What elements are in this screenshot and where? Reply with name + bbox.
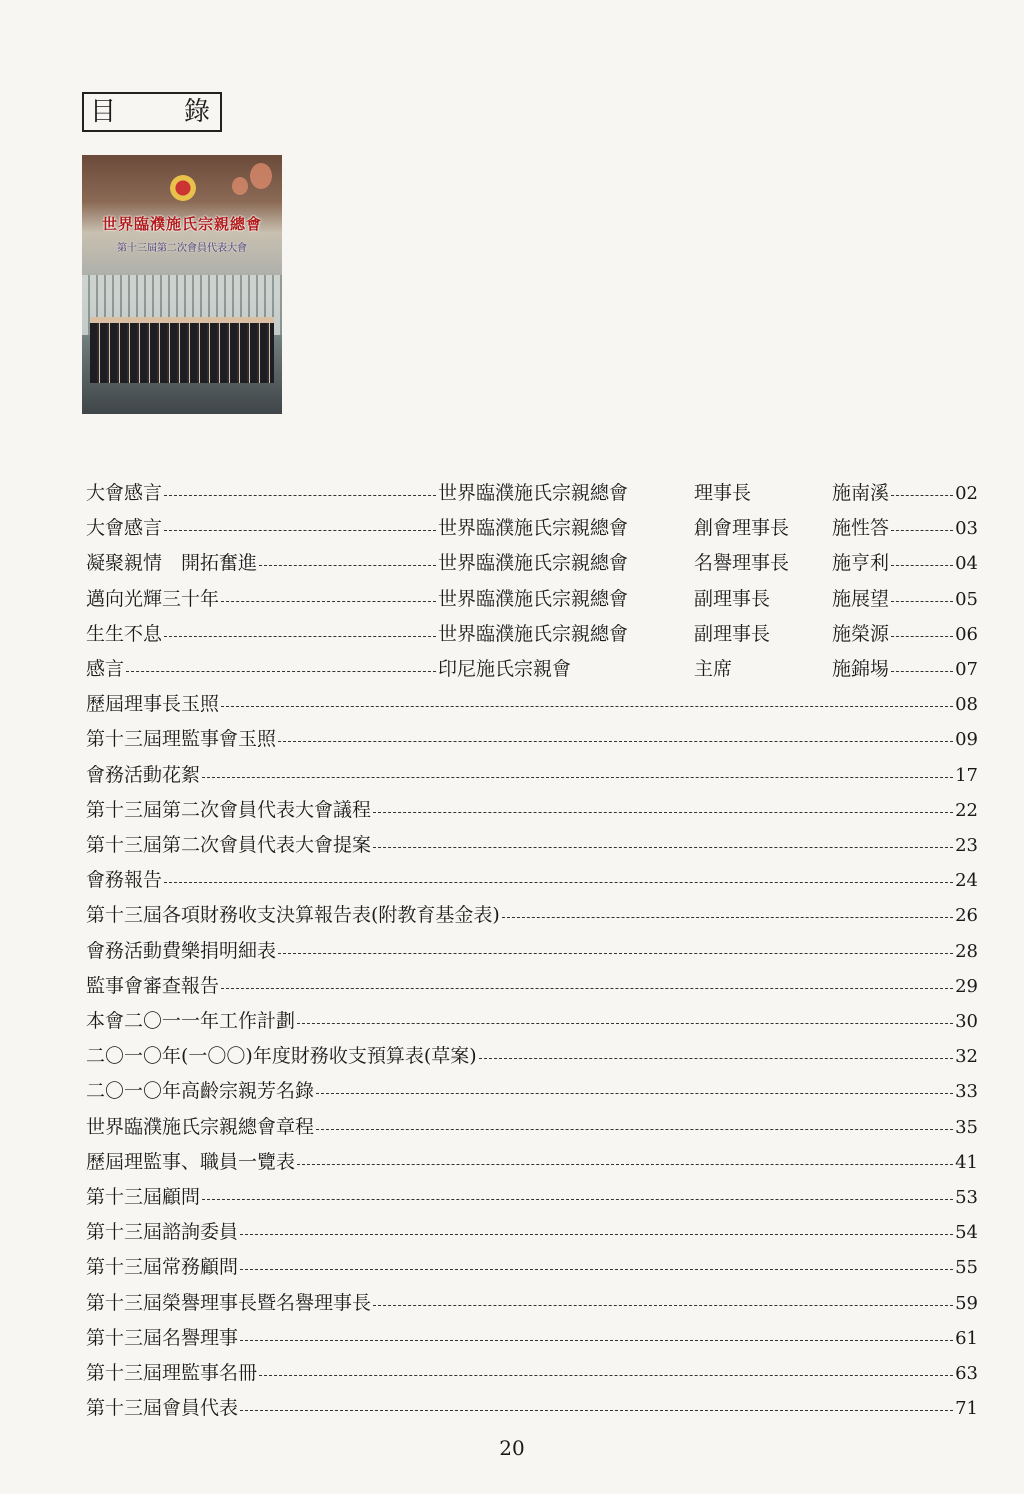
lantern-decoration — [250, 163, 272, 189]
leader-dots — [164, 530, 436, 531]
toc-entry-page: 63 — [955, 1363, 978, 1384]
toc-entry-title: 會務活動花絮 — [86, 763, 201, 786]
toc-title-char-1: 目 — [90, 97, 117, 127]
toc-entry-page: 61 — [955, 1327, 978, 1349]
toc-entry — [86, 1110, 978, 1145]
toc-entry-page: 08 — [955, 694, 978, 716]
toc-entry-title: 第十三屆名譽理事 — [86, 1326, 239, 1349]
toc-entry-title: 歷屆理監事、職員一覽表 — [86, 1150, 296, 1173]
cover-event-title: 第十三屆第二次會員代表大會 — [117, 243, 247, 254]
leader-dots — [373, 812, 953, 813]
toc-entry-title: 二〇一〇年(一〇〇)年度財務收支預算表(草案) — [86, 1045, 477, 1068]
toc-entry-title: 大會感言 — [86, 517, 163, 540]
toc-entry — [86, 687, 978, 722]
toc-entry-page: 41 — [955, 1151, 978, 1173]
leader-dots — [278, 741, 953, 742]
toc-entry — [86, 582, 978, 617]
toc-entry-page: 22 — [955, 799, 978, 821]
toc-entry-page: 54 — [955, 1222, 978, 1244]
toc-entry — [86, 1356, 978, 1391]
leader-dots — [891, 601, 953, 602]
leader-dots — [297, 1023, 953, 1024]
toc-entry — [86, 1180, 978, 1215]
toc-entry-page: 09 — [955, 729, 978, 751]
toc-entry — [86, 758, 978, 793]
toc-entry — [86, 828, 978, 863]
toc-entry — [86, 934, 978, 969]
toc-entry — [86, 476, 978, 511]
toc-entry-author: 施榮源 — [832, 622, 890, 645]
toc-entry-title: 會務活動費樂捐明細表 — [86, 939, 277, 962]
page-number: 20 — [499, 1436, 525, 1460]
toc-entry-page: 26 — [955, 905, 978, 927]
toc-entry-organization: 世界臨濮施氏宗親總會 — [438, 552, 629, 575]
toc-entry — [86, 1004, 978, 1039]
toc-entry-page: 04 — [955, 553, 978, 575]
leader-dots — [373, 1305, 953, 1306]
leader-dots — [891, 565, 953, 566]
toc-entry-page: 24 — [955, 870, 978, 892]
toc-entry-organization: 世界臨濮施氏宗親總會 — [438, 482, 629, 504]
toc-entry — [86, 1321, 978, 1356]
toc-entry-role: 名譽理事長 — [694, 552, 790, 575]
toc-entry — [86, 1215, 978, 1250]
toc-entry-title: 第十三屆理監事會玉照 — [86, 728, 277, 751]
toc-entry-title: 第十三屆理監事名冊 — [86, 1362, 258, 1384]
toc-entry-organization: 世界臨濮施氏宗親總會 — [438, 587, 629, 610]
toc-entry-role: 創會理事長 — [694, 517, 790, 540]
toc-entry-title: 邁向光輝三十年 — [86, 587, 220, 610]
toc-entry-page: 59 — [955, 1292, 978, 1314]
leader-dots — [240, 1340, 953, 1341]
toc-entry — [86, 1286, 978, 1321]
toc-entry-title: 第十三屆會員代表 — [86, 1397, 239, 1420]
toc-entry — [86, 1039, 978, 1074]
toc-entry-organization: 印尼施氏宗親會 — [438, 658, 572, 680]
leader-dots — [502, 917, 953, 918]
toc-entry-page: 02 — [955, 483, 978, 504]
leader-dots — [240, 1410, 953, 1411]
toc-entry — [86, 1250, 978, 1285]
toc-entry-title: 二〇一〇年高齡宗親芳名錄 — [86, 1080, 315, 1103]
toc-entry-page: 06 — [955, 623, 978, 645]
toc-entry-title: 第十三屆常務顧問 — [86, 1256, 239, 1279]
toc-entry-title: 第十三屆第二次會員代表大會議程 — [86, 798, 372, 821]
leader-dots — [164, 495, 436, 496]
toc-entry-page: 17 — [955, 764, 978, 786]
toc-entry — [86, 652, 978, 687]
toc-entry-page: 05 — [955, 588, 978, 610]
leader-dots — [202, 1199, 953, 1200]
toc-entry — [86, 969, 978, 1004]
leader-dots — [221, 706, 953, 707]
toc-entry — [86, 511, 978, 546]
toc-entry-title: 第十三屆榮譽理事長暨名譽理事長 — [86, 1291, 372, 1314]
group-photo — [90, 317, 274, 383]
toc-entry — [86, 1074, 978, 1109]
toc-entry-page: 28 — [955, 940, 978, 962]
leader-dots — [316, 1129, 953, 1130]
leader-dots — [259, 565, 436, 566]
toc-entry-title: 歷屆理事長玉照 — [86, 693, 220, 716]
lantern-decoration — [232, 177, 248, 195]
toc-entry-title: 第十三屆諮詢委員 — [86, 1221, 239, 1244]
toc-entry-author: 施南溪 — [832, 482, 890, 504]
toc-entry-title: 感言 — [86, 658, 125, 680]
leader-dots — [164, 882, 953, 883]
toc-entry-page: 71 — [955, 1398, 978, 1420]
leader-dots — [891, 636, 953, 637]
toc-entry — [86, 898, 978, 933]
toc-entry-organization: 世界臨濮施氏宗親總會 — [438, 622, 629, 645]
toc-entry-page: 30 — [955, 1011, 978, 1032]
toc-entry — [86, 722, 978, 757]
leader-dots — [891, 495, 953, 496]
toc-entry-page: 23 — [955, 835, 978, 856]
toc-title-box — [82, 92, 222, 132]
booklet-cover-image — [82, 155, 282, 414]
leader-dots — [221, 601, 436, 602]
leader-dots — [373, 847, 953, 848]
leader-dots — [891, 530, 953, 531]
toc-entry-organization: 世界臨濮施氏宗親總會 — [438, 517, 629, 540]
toc-entry-role: 理事長 — [694, 482, 752, 504]
leader-dots — [316, 1093, 953, 1094]
cover-org-name: 世界臨濮施氏宗親總會 — [101, 215, 262, 233]
toc-entry-page: 03 — [955, 518, 978, 540]
toc-entry-title: 第十三屆第二次會員代表大會提案 — [86, 834, 372, 856]
association-emblem-icon — [170, 175, 196, 201]
toc-entry-role: 主席 — [694, 658, 733, 680]
toc-entry-title: 會務報告 — [86, 869, 163, 892]
toc-title-char-2: 錄 — [183, 97, 210, 127]
leader-dots — [164, 636, 436, 637]
toc-entry-author: 施性答 — [832, 517, 890, 540]
toc-entry — [86, 863, 978, 898]
toc-entry — [86, 793, 978, 828]
leader-dots — [297, 1164, 953, 1165]
toc-entry-page: 29 — [955, 975, 978, 997]
toc-entry-page: 35 — [955, 1116, 978, 1138]
toc-entry-page: 07 — [955, 659, 978, 680]
leader-dots — [278, 953, 953, 954]
toc-entry-title: 生生不息 — [86, 622, 163, 645]
toc-entry-page: 55 — [955, 1257, 978, 1279]
toc-entry-role: 副理事長 — [694, 587, 771, 610]
leader-dots — [221, 988, 953, 989]
toc-entry-title: 本會二〇一一年工作計劃 — [86, 1010, 296, 1032]
toc-entry — [86, 546, 978, 581]
toc-entry-title: 大會感言 — [86, 482, 163, 504]
leader-dots — [126, 671, 436, 672]
leader-dots — [479, 1058, 953, 1059]
leader-dots — [202, 777, 953, 778]
toc-entry — [86, 1145, 978, 1180]
toc-entry-page: 33 — [955, 1081, 978, 1103]
toc-entry-title: 監事會審查報告 — [86, 974, 220, 997]
toc-entry-title: 世界臨濮施氏宗親總會章程 — [86, 1115, 315, 1138]
toc-entry-author: 施展望 — [832, 587, 890, 610]
leader-dots — [240, 1269, 953, 1270]
toc-entry-page: 32 — [955, 1046, 978, 1068]
toc-entry-role: 副理事長 — [694, 622, 771, 645]
leader-dots — [259, 1375, 953, 1376]
leader-dots — [240, 1234, 953, 1235]
toc-entry-title: 第十三屆顧問 — [86, 1186, 201, 1208]
toc-entry-title: 凝聚親情 開拓奮進 — [86, 552, 258, 575]
toc-entry-author: 施錦埸 — [832, 658, 890, 680]
toc-entry-author: 施亨利 — [832, 552, 890, 575]
toc-entry-title: 第十三屆各項財務收支決算報告表(附教育基金表) — [86, 904, 500, 927]
toc-entry — [86, 617, 978, 652]
leader-dots — [891, 671, 953, 672]
toc-entry-page: 53 — [955, 1187, 978, 1208]
toc-entry — [86, 1391, 978, 1426]
